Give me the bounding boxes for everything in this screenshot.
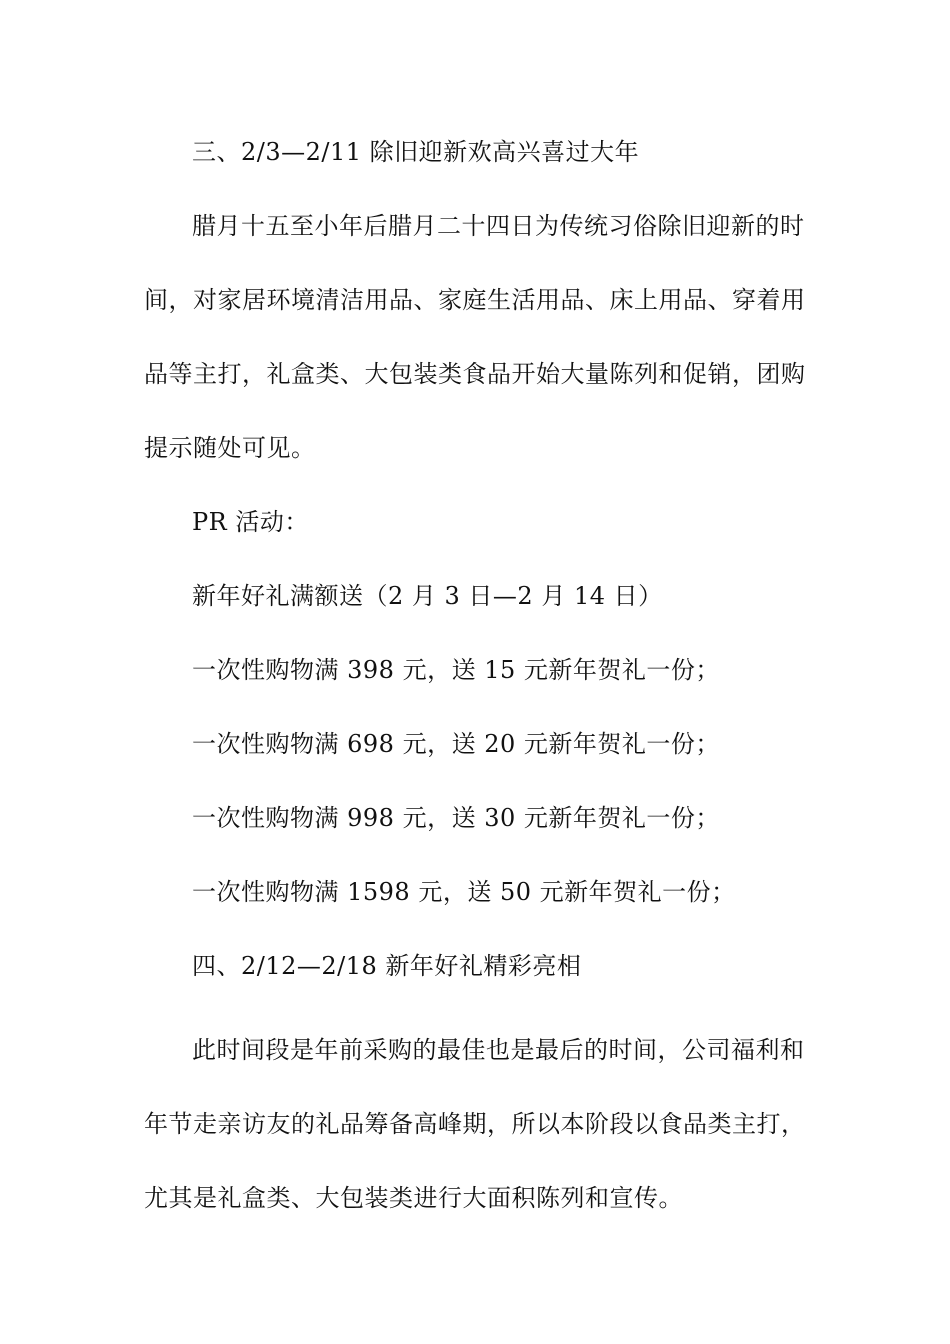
paragraph-line: 品等主打，礼盒类、大包装类食品开始大量陈列和促销，团购 xyxy=(144,360,806,388)
paragraph-line: 腊月十五至小年后腊月二十四日为传统习俗除旧迎新的时 xyxy=(192,212,805,240)
paragraph-line: 间，对家居环境清洁用品、家庭生活用品、床上用品、穿着用 xyxy=(144,286,806,314)
section-heading-4: 四、2/12—2/18 新年好礼精彩亮相 xyxy=(192,952,582,980)
promotion-tier: 一次性购物满 398 元，送 15 元新年贺礼一份； xyxy=(192,656,720,684)
paragraph-line: 此时间段是年前采购的最佳也是最后的时间，公司福利和 xyxy=(192,1036,805,1064)
promotion-tier: 一次性购物满 1598 元，送 50 元新年贺礼一份； xyxy=(192,878,736,906)
section-heading-3: 三、2/3—2/11 除旧迎新欢高兴喜过大年 xyxy=(192,138,640,166)
paragraph-line: 提示随处可见。 xyxy=(144,434,316,462)
promotion-tier: 一次性购物满 698 元，送 20 元新年贺礼一份； xyxy=(192,730,720,758)
promotion-title: 新年好礼满额送（2 月 3 日—2 月 14 日） xyxy=(192,582,663,610)
paragraph-line: 年节走亲访友的礼品筹备高峰期，所以本阶段以食品类主打， xyxy=(144,1110,806,1138)
promotion-tier: 一次性购物满 998 元，送 30 元新年贺礼一份； xyxy=(192,804,720,832)
pr-activity-label: PR 活动： xyxy=(192,508,309,536)
paragraph-line: 尤其是礼盒类、大包装类进行大面积陈列和宣传。 xyxy=(144,1184,683,1212)
